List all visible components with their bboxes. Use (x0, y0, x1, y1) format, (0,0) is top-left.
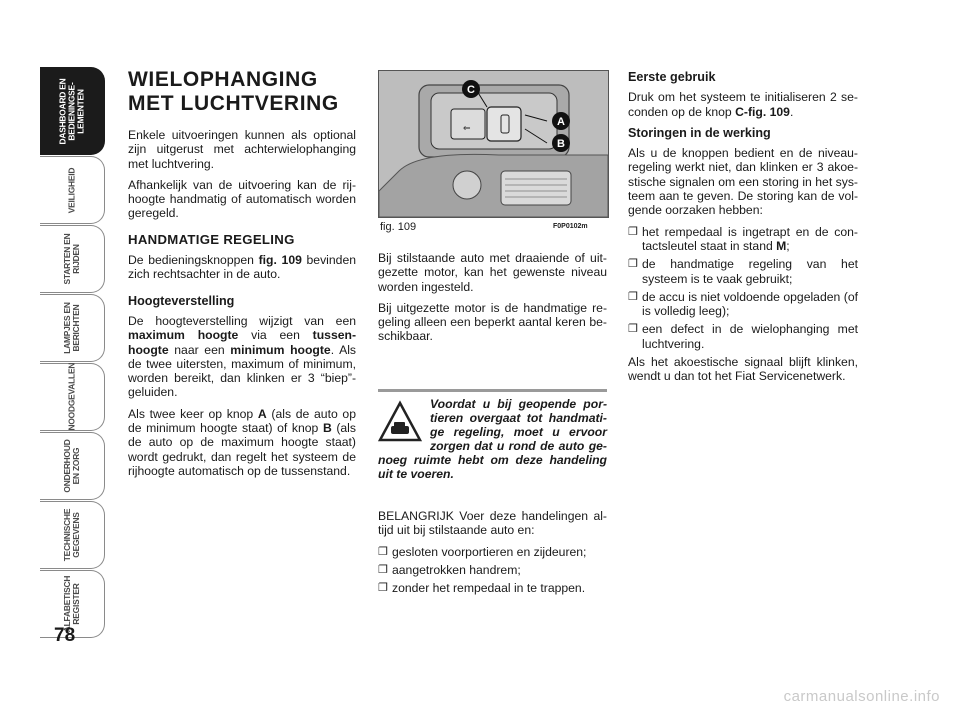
tab-label: DASHBOARD EN BEDIENINGSE- LEMENTEN (57, 78, 86, 144)
tab-starten[interactable] (40, 225, 105, 293)
label-b: B (557, 138, 565, 150)
list-item: ❐ gesloten voorportieren en zijdeuren; (378, 545, 607, 559)
heading-faults: Storingen in de werking (628, 125, 771, 140)
manual-paragraph: De bedieningsknoppen fig. 109 bevinden zich rechtsachter in de auto. (128, 253, 356, 282)
fault-paragraph: Als u de knoppen bedient en de niveau-regeling werkt niet, dan klinken er 3 akoe-stische signalen om een storing in het sys-teem aan te geven. De storing kan de vol-gende oorzaken hebben: (628, 146, 858, 218)
tab-label: ONDERHOUD EN ZORG (62, 439, 81, 493)
height-paragraph: De hoogteverstelling wijzigt van een maximum hoogte via een tussen-hoogte naar een minimum hoogte. Als de twee uitersten, maximum of minimum, worden bereikt, dan klinken er 3 “biep”-geluiden. (128, 313, 357, 400)
column-2 (378, 251, 607, 351)
fault-list (628, 225, 858, 351)
list-item: ❐ de handmatige regeling van het systeem is te vaak gebruikt; (628, 257, 858, 286)
closing-paragraph: Als het akoestische signaal blijft klinken, wendt u dan tot het Fiat Servicenetwerk. (628, 355, 858, 384)
label-a: A (557, 116, 565, 128)
list-item: ❐ zonder het rempedaal in te trappen. (378, 581, 607, 595)
tab-label: ALFABETISCH REGISTER (62, 575, 81, 633)
tab-veiligheid[interactable] (40, 156, 105, 224)
heading-height: Hoogteverstelling (128, 293, 235, 308)
warning-rule-top (378, 389, 607, 392)
tab-onderhoud[interactable] (40, 432, 105, 500)
tab-technische[interactable] (40, 501, 105, 569)
page-number: 78 (54, 625, 76, 646)
heading-manual: HANDMATIGE REGELING (128, 231, 295, 247)
figure-109 (378, 70, 609, 218)
tab-noodgevallen[interactable] (40, 363, 105, 431)
column-1 (128, 68, 356, 485)
warning-triangle-icon (378, 400, 422, 444)
paragraph: Bij uitgezette motor is de handmatige re-geling alleen een beperkt aantal keren be-schikbaar. (378, 300, 607, 344)
tab-label: TECHNISCHE GEGEVENS (62, 508, 81, 562)
tab-dashboard[interactable] (40, 67, 105, 155)
important-paragraph: BELANGRIJK Voer deze handelingen al-tijd uit bij stilstaande auto en: (378, 509, 607, 538)
tab-label: NOODGEVALLEN (66, 362, 77, 430)
first-use-paragraph: Druk om het systeem te initialiseren 2 se-conden op de knop C-fig. 109. (628, 90, 858, 119)
list-item: ❐ de accu is niet voldoende opgeladen (of is volledig leeg); (628, 290, 858, 319)
twice-paragraph: Als twee keer op knop A (als de auto op de minimum hoogte staat) of knop B (als de auto op de maximum hoogte staat) wordt gedrukt, dan regelt het systeem de rijhoogte automatisch op de tussenstand. (128, 406, 356, 478)
list-item: ❐ een defect in de wielophanging met luchtvering. (628, 322, 858, 351)
tab-label: VEILIGHEID (66, 167, 77, 213)
label-c: C (467, 84, 475, 96)
paragraph: Bij stilstaande auto met draaiende of uit-gezette motor, kan het gewenste niveau worden ingesteld. (378, 251, 607, 294)
column-3 (628, 70, 858, 391)
column-2-lower (378, 509, 607, 599)
intro-paragraph: Enkele uitvoeringen kunnen als optional zijn uitgerust met achterwielophanging met luchtvering. (128, 128, 356, 171)
tab-lampjes[interactable] (40, 294, 105, 362)
section-title: WIELOPHANGING MET LUCHTVERING (128, 68, 339, 115)
warning-text: Voordat u bij geopende por-tieren overgaat tot handmati-ge regeling, moet u ervoor zorgen dat u rond de auto ge-noeg ruimte hebt om deze handeling uit te voeren. (378, 397, 607, 481)
tab-label: STARTEN EN RIJDEN (62, 233, 81, 285)
svg-text:⇐: ⇐ (463, 124, 471, 134)
heading-first-use: Eerste gebruik (628, 70, 716, 84)
intro-paragraph: Afhankelijk van de uitvoering kan de rij-hoogte handmatig of automatisch worden geregeld. (128, 177, 356, 221)
figure-caption: fig. 109 (380, 221, 417, 233)
watermark: carmanualsonline.info (783, 688, 940, 705)
tab-label: LAMPJES EN BERICHTEN (62, 302, 81, 354)
control-panel-illustration (379, 71, 608, 217)
figure-code: F0P0102m (553, 223, 588, 230)
list-item: ❐ het rempedaal is ingetrapt en de con-tactsleutel staat in stand M; (628, 225, 858, 254)
list-item: ❐ aangetrokken handrem; (378, 563, 607, 577)
condition-list (378, 545, 607, 596)
warning-box (378, 398, 607, 481)
